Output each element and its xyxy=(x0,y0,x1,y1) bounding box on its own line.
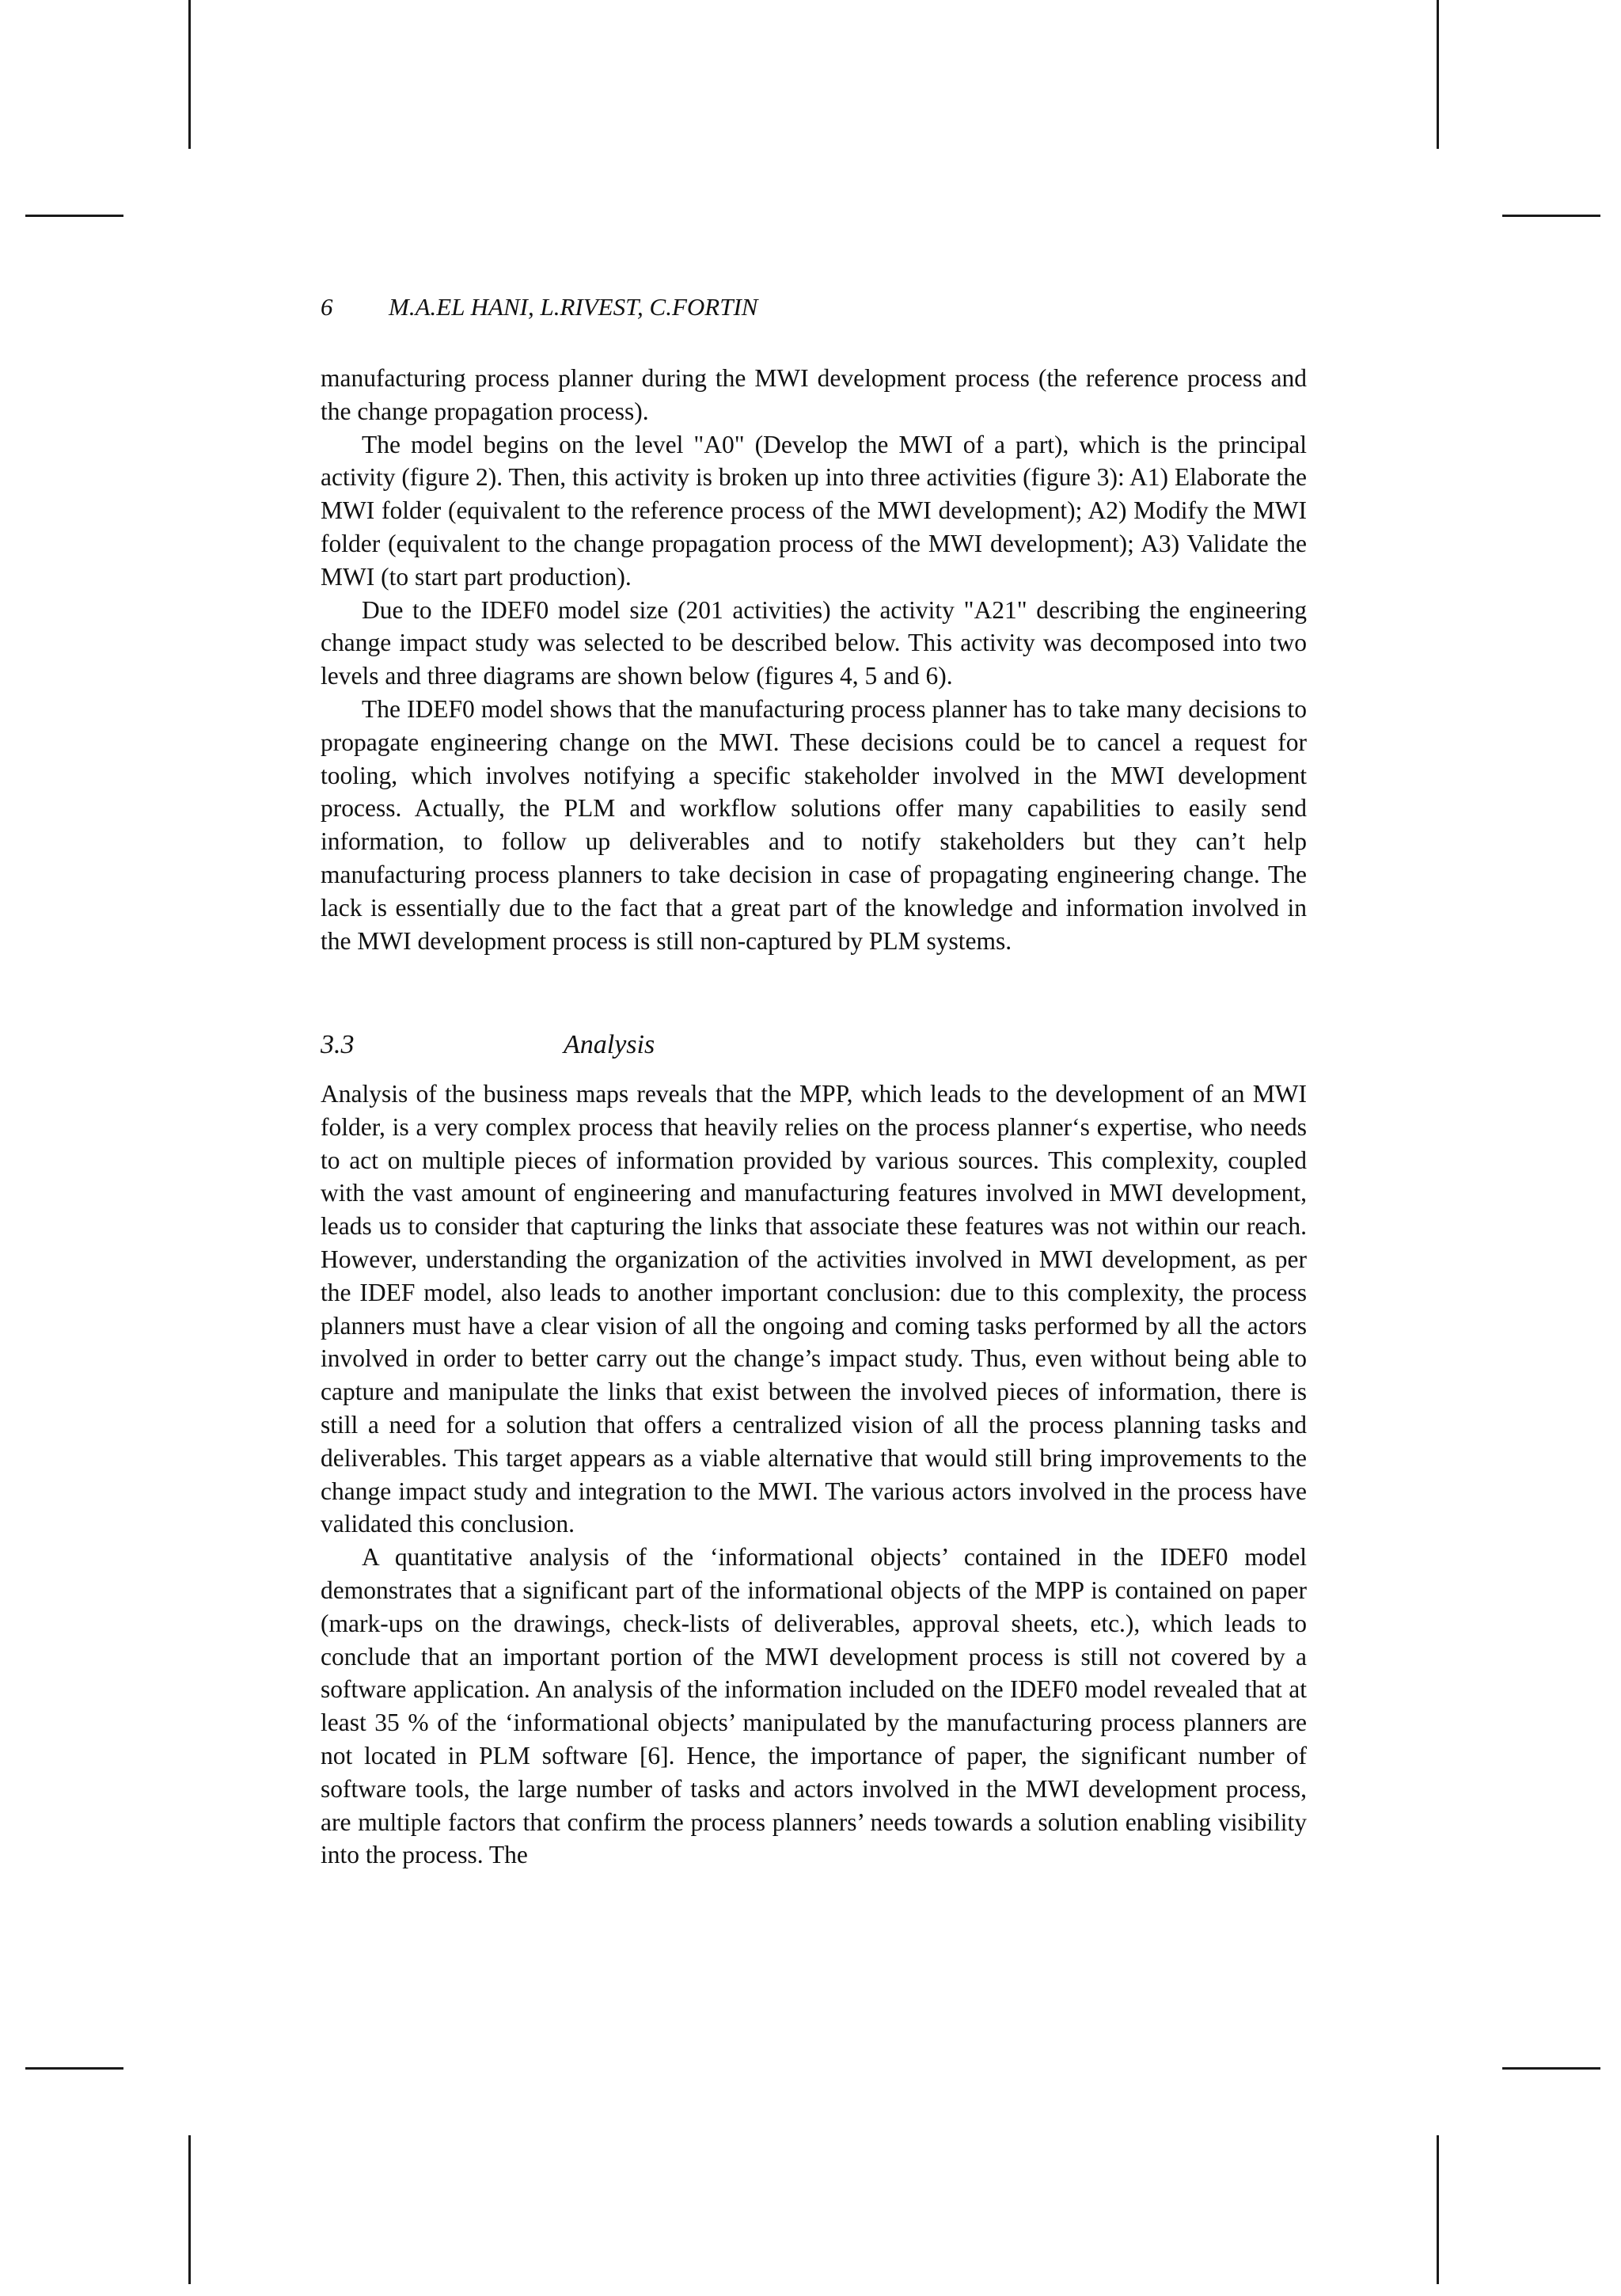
crop-mark-top-left-horizontal xyxy=(25,215,123,217)
paragraph: A quantitative analysis of the ‘informational objects’ contained in the IDEF0 model demonstrates that a significant part of the informational objects of the MPP is contained on paper (mark-ups on the drawings, check-lists of deliverables, approval sheets, etc.), which leads to conclude that an important portion of the MWI development process is still not covered by a software application. An analysis of the information included on the IDEF0 model revealed that at least 35 % of the ‘informational objects’ manipulated by the manufacturing process planners are not located in PLM software [6]. Hence, the importance of paper, the significant number of software tools, the large number of tasks and actors involved in the MWI development process, are multiple factors that confirm the process planners’ needs towards a solution enabling visibility into the process. The xyxy=(321,1543,1307,1869)
crop-mark-bottom-left-horizontal xyxy=(25,2067,123,2070)
crop-mark-top-left-vertical xyxy=(188,0,191,149)
crop-mark-top-right-vertical xyxy=(1437,0,1439,149)
page-number: 6 xyxy=(321,293,333,321)
crop-mark-top-right-horizontal xyxy=(1502,215,1600,217)
body-text-top xyxy=(321,362,1307,957)
header-authors: M.A.EL HANI, L.RIVEST, C.FORTIN xyxy=(389,293,758,321)
section-number: 3.3 xyxy=(321,1030,355,1059)
crop-mark-bottom-left-vertical xyxy=(188,2135,191,2284)
paragraph: manufacturing process planner during the MWI development process (the reference process and the change propagation process). xyxy=(321,364,1307,425)
section-heading xyxy=(321,1032,655,1059)
paragraph: The model begins on the level "A0" (Develop the MWI of a part), which is the principal activity (figure 2). Then, this activity is broken up into three activities (figure 3): A1) Elaborate the MWI folder (equivalent to the reference process of the MWI development); A2) Modify the MWI folder (equivalent to the change propagation process of the MWI development); A3) Validate the MWI (to start part production). xyxy=(321,430,1307,591)
paragraph: The IDEF0 model shows that the manufacturing process planner has to take many decisions to propagate engineering change on the MWI. These decisions could be to cancel a request for tooling, which involves notifying a specific stakeholder involved in the MWI development process. Actually, the PLM and workflow solutions offer many capabilities to easily send information, to follow up deliverables and to notify stakeholders but they can’t help manufacturing process planners to take decision in case of propagating engineering change. The lack is essentially due to the fact that a great part of the knowledge and information involved in the MWI development process is still non-captured by PLM systems. xyxy=(321,694,1307,955)
section-title: Analysis xyxy=(564,1030,655,1059)
paragraph: Analysis of the business maps reveals that the MPP, which leads to the development of an MWI folder, is a very complex process that heavily relies on the process planner‘s expertise, who needs to act on multiple pieces of information provided by various sources. This complexity, coupled with the vast amount of engineering and manufacturing features involved in MWI development, leads us to consider that capturing the links that associate these features was not within our reach. However, understanding the organization of the activities involved in MWI development, as per the IDEF model, also leads to another important conclusion: due to this complexity, the process planners must have a clear vision of all the ongoing and coming tasks performed by all the actors involved in order to better carry out the change’s impact study. Thus, even without being able to capture and manipulate the links that exist between the involved pieces of information, there is still a need for a solution that offers a centralized vision of all the process planning tasks and deliverables. This target appears as a viable alternative that would still bring improvements to the change impact study and integration to the MWI. The various actors involved in the process have validated this conclusion. xyxy=(321,1080,1307,1538)
crop-mark-bottom-right-horizontal xyxy=(1502,2067,1600,2070)
paragraph: Due to the IDEF0 model size (201 activities) the activity "A21" describing the engineering change impact study was selected to be described below. This activity was decomposed into two levels and three diagrams are shown below (figures 4, 5 and 6). xyxy=(321,595,1307,690)
running-header xyxy=(321,295,757,319)
body-text-bottom xyxy=(321,1078,1307,1872)
crop-mark-bottom-right-vertical xyxy=(1437,2135,1439,2284)
